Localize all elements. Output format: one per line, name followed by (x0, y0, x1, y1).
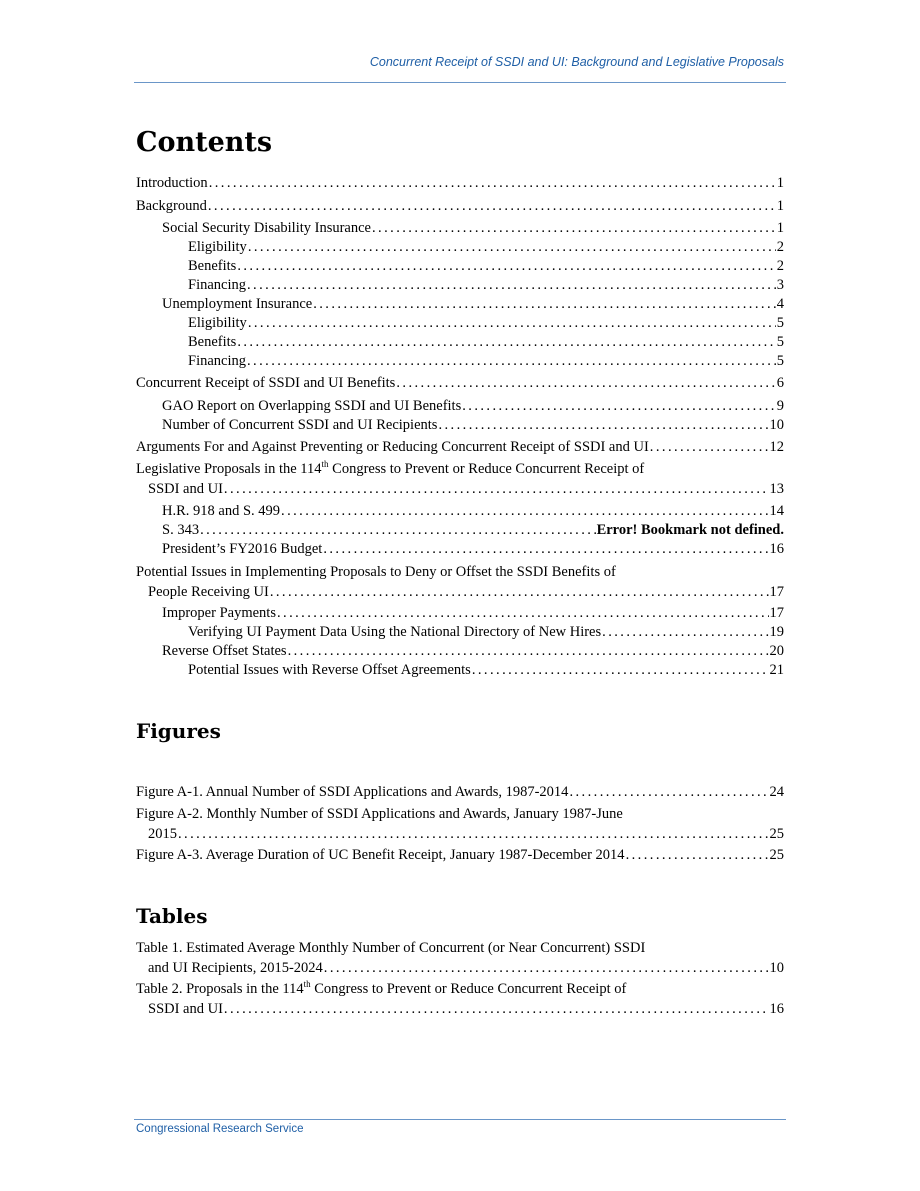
toc-entry-title: Background (136, 198, 207, 214)
toc-entry-page-error: Error! Bookmark not defined. (596, 522, 784, 538)
figure-entry-page: 24 (769, 784, 784, 800)
toc-entry-title: Verifying UI Payment Data Using the National Directory of New Hires (188, 624, 602, 640)
toc-entry[interactable] (188, 623, 784, 641)
superscript: th (303, 979, 311, 990)
toc-entry-page: 12 (769, 439, 784, 455)
figure-entry[interactable] (136, 783, 784, 801)
toc-entry-page: 20 (769, 643, 784, 659)
toc-entry[interactable] (162, 540, 784, 558)
toc-entry-page: 10 (769, 417, 784, 433)
figure-entry[interactable] (136, 846, 784, 864)
toc-entry[interactable] (162, 502, 784, 520)
toc-entry-page: 17 (769, 605, 784, 621)
footer-rule (134, 1119, 786, 1120)
toc-entry-page: 5 (776, 315, 784, 331)
toc-entry-page: 4 (776, 296, 784, 312)
toc-entry[interactable] (162, 397, 784, 415)
toc-entry-title: Reverse Offset States (162, 643, 287, 659)
toc-entry-page: 5 (776, 353, 784, 369)
figure-entry[interactable] (136, 805, 784, 843)
toc-entry[interactable] (136, 563, 784, 601)
toc-entry[interactable] (162, 642, 784, 660)
figure-entry-title: Figure A-2. Monthly Number of SSDI Applications and Awards, January 1987-June (136, 806, 623, 822)
toc-entry-page: 6 (776, 375, 784, 391)
toc-entry-title: H.R. 918 and S. 499 (162, 503, 281, 519)
table-entry[interactable] (136, 939, 784, 977)
toc-entry-title: Concurrent Receipt of SSDI and UI Benefits (136, 375, 396, 391)
toc-entry-page: 19 (769, 624, 784, 640)
toc-entry[interactable] (188, 661, 784, 679)
figures-heading: Figures (136, 719, 221, 743)
toc-entry-page: 9 (776, 398, 784, 414)
table-entry-title: Table 1. Estimated Average Monthly Number of Concurrent (or Near Concurrent) SSDI (136, 940, 646, 956)
toc-entry[interactable] (162, 219, 784, 237)
footer-organization: Congressional Research Service (136, 1123, 304, 1135)
toc-entry-title: Potential Issues in Implementing Proposals to Deny or Offset the SSDI Benefits of (136, 564, 616, 580)
toc-entry-title: Congress to Prevent or Reduce Concurrent Receipt of (328, 461, 645, 477)
toc-entry-page: 14 (769, 503, 784, 519)
contents-heading: Contents (136, 127, 273, 158)
toc-entry-title: S. 343 (162, 522, 200, 538)
toc-entry-title-continued: SSDI and UI (148, 481, 223, 497)
toc-entry-title-continued: People Receiving UI (148, 584, 269, 600)
toc-entry-title: Financing (188, 277, 246, 293)
toc-entry-title: Unemployment Insurance (162, 296, 313, 312)
tables-heading: Tables (136, 904, 208, 928)
toc-entry-page: 17 (769, 584, 784, 600)
toc-entry[interactable] (162, 604, 784, 622)
toc-entry-title: Benefits (188, 258, 237, 274)
toc-entry[interactable] (188, 333, 784, 351)
toc-entry-title: President’s FY2016 Budget (162, 541, 323, 557)
running-header: Concurrent Receipt of SSDI and UI: Background and Legislative Proposals (369, 55, 784, 69)
toc-entry[interactable] (188, 238, 784, 256)
toc-entry[interactable] (162, 295, 784, 313)
toc-entry-page: 1 (776, 175, 784, 191)
toc-entry-title: Legislative Proposals in the 114 (136, 461, 322, 477)
toc-entry[interactable] (162, 416, 784, 434)
figure-entry-page: 25 (769, 847, 784, 863)
toc-entry-page: 2 (776, 258, 784, 274)
toc-entry-title: Potential Issues with Reverse Offset Agreements (188, 662, 471, 678)
toc-entry-title: Social Security Disability Insurance (162, 220, 371, 236)
toc-entry-title: Eligibility (188, 239, 247, 255)
toc-entry-title: Eligibility (188, 315, 247, 331)
toc-entry[interactable] (136, 174, 784, 192)
figure-entry-title-continued: 2015 (148, 826, 177, 842)
header-rule (134, 82, 786, 83)
toc-entry-title: Introduction (136, 175, 208, 191)
toc-entry[interactable] (188, 276, 784, 294)
toc-entry-title: Arguments For and Against Preventing or Reducing Concurrent Receipt of SSDI and UI (136, 439, 649, 455)
superscript: th (321, 459, 329, 470)
table-entry-title: Congress to Prevent or Reduce Concurrent Receipt of (310, 981, 627, 997)
toc-entry-title: Benefits (188, 334, 237, 350)
toc-entry-page: 16 (769, 541, 784, 557)
toc-entry-page: 1 (776, 220, 784, 236)
figure-entry-title: Figure A-3. Average Duration of UC Benefit Receipt, January 1987-December 2014 (136, 847, 625, 863)
toc-entry-page: 2 (776, 239, 784, 255)
toc-entry-title: GAO Report on Overlapping SSDI and UI Benefits (162, 398, 462, 414)
toc-entry-title: Improper Payments (162, 605, 276, 621)
figure-entry-title: Figure A-1. Annual Number of SSDI Applications and Awards, 1987-2014 (136, 784, 569, 800)
table-entry-page: 10 (769, 960, 784, 976)
toc-entry-page: 1 (776, 198, 784, 214)
figure-entry-page: 25 (769, 826, 784, 842)
toc-entry[interactable] (188, 257, 784, 275)
toc-entry-title: Number of Concurrent SSDI and UI Recipients (162, 417, 438, 433)
toc-entry-page: 21 (769, 662, 784, 678)
table-entry-page: 16 (769, 1001, 784, 1017)
toc-entry[interactable] (188, 314, 784, 332)
toc-entry-title: Financing (188, 353, 246, 369)
toc-entry[interactable] (136, 374, 784, 392)
toc-entry[interactable] (162, 521, 784, 539)
toc-entry-page: 5 (776, 334, 784, 350)
table-entry-title-continued: and UI Recipients, 2015-2024 (148, 960, 323, 976)
toc-entry[interactable] (188, 352, 784, 370)
toc-entry-page: 13 (769, 481, 784, 497)
toc-entry[interactable] (136, 460, 784, 498)
toc-entry-page: 3 (776, 277, 784, 293)
table-entry-title: Table 2. Proposals in the 114 (136, 981, 304, 997)
table-entry-title-continued: SSDI and UI (148, 1001, 223, 1017)
toc-entry[interactable] (136, 197, 784, 215)
table-entry[interactable] (136, 980, 784, 1018)
toc-entry[interactable] (136, 438, 784, 456)
